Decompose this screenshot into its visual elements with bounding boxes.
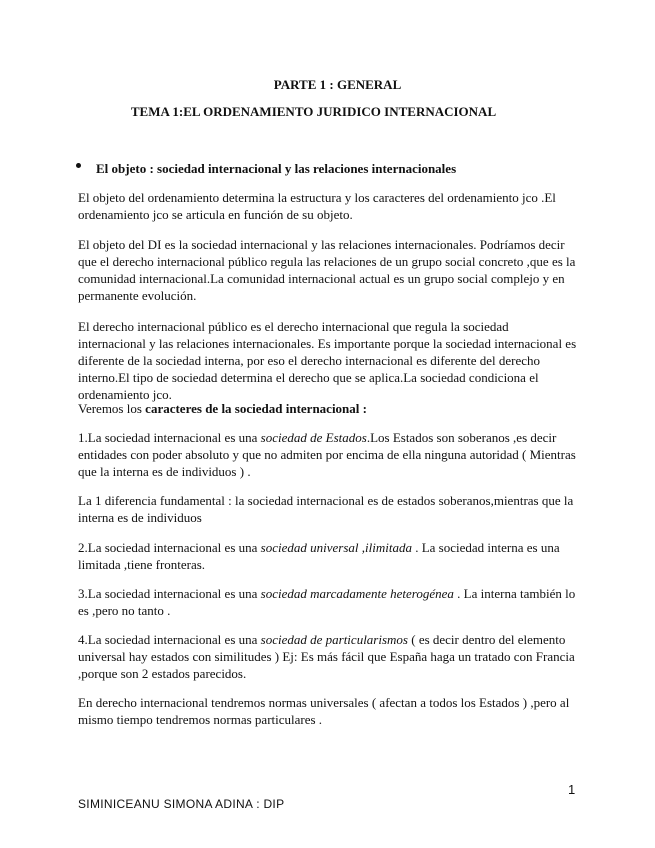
paragraph-1: El objeto del ordenamiento determina la estructura y los caracteres del ordenamiento jco .El ordenamiento jco se articula en función de su objeto. [78,190,556,222]
paragraph-4-bold: caracteres de la sociedad internacional : [145,401,367,416]
paragraph-5-post: .Los Estados son soberanos ,es decir entidades con poder absoluto y que no admiten por encima de ella ninguna autoridad ( Mientras que la interna es de individuos ) . [78,430,576,479]
paragraph-9 [78,631,578,682]
part-title: PARTE 1 : GENERAL [273,77,402,92]
paragraph-5-pre: 1.La sociedad internacional es una [78,430,261,445]
paragraph-5-em: sociedad de Estados [260,430,367,445]
paragraph-9-post: ( es decir dentro del elemento universal hay estados con similitudes ) Ej: Es más fácil que España haga un tratado con Francia ,porque son 2 estados parecidos. [78,632,575,681]
paragraph-7-pre: 2.La sociedad internacional es una [78,540,261,555]
paragraph-7 [78,539,578,573]
page-number: 1 [568,782,576,797]
paragraph-6: La 1 diferencia fundamental : la sociedad internacional es de estados soberanos,mientras que la interna es de individuos [78,493,574,525]
bullet-icon [76,163,81,168]
paragraph-8 [78,585,578,619]
paragraph-4 [78,400,578,417]
paragraph-7-em: sociedad universal ,ilimitada [260,540,412,555]
footer-author: SIMINICEANU SIMONA ADINA : DIP [78,797,285,811]
paragraph-8-em: sociedad marcadamente heterogénea [260,586,454,601]
paragraph-9-em: sociedad de particularismos [260,632,408,647]
paragraph-10: En derecho internacional tendremos normas universales ( afectan a todos los Estados ) ,pero al mismo tiempo tendremos normas particulares . [78,695,570,727]
paragraph-8-post: . La interna también lo es ,pero no tanto . [78,586,576,618]
paragraph-8-pre: 3.La sociedad internacional es una [78,586,261,601]
paragraph-4-intro: Veremos los [78,401,146,416]
paragraph-5 [78,429,578,480]
topic-title: TEMA 1:EL ORDENAMIENTO JURIDICO INTERNACIONAL [130,104,497,119]
section-heading: El objeto : sociedad internacional y las relaciones internacionales [96,161,457,176]
paragraph-2: El objeto del DI es la sociedad internacional y las relaciones internacionales. Podríamos decir que el derecho internacional público regula las relaciones de un grupo social concreto ,que es la comunidad internacional.La comunidad internacional actual es un grupo social complejo y en permanente evolución. [78,237,576,303]
paragraph-7-post: . La sociedad interna es una limitada ,tiene fronteras. [78,540,560,572]
paragraph-3: El derecho internacional público es el derecho internacional que regula la sociedad internacional y las relaciones internacionales. Es importante porque la sociedad internacional es diferente de la sociedad interna, por eso el derecho internacional es diferente del derecho interno.El tipo de sociedad determina el derecho que se aplica.La sociedad condiciona el ordenamiento jco. [78,319,577,402]
paragraph-9-pre: 4.La sociedad internacional es una [78,632,261,647]
